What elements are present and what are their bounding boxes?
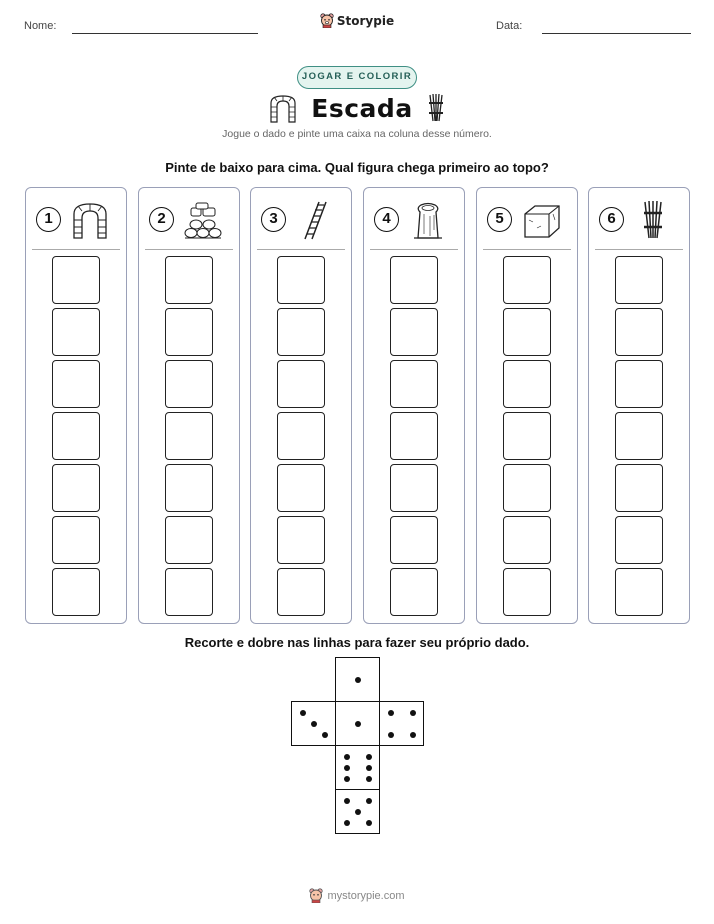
dice-face-5	[335, 789, 380, 834]
color-box[interactable]	[52, 412, 100, 460]
dice-pip	[366, 754, 372, 760]
color-box[interactable]	[390, 464, 438, 512]
column-number: 5	[487, 207, 512, 232]
dice-pip	[344, 765, 350, 771]
color-box[interactable]	[277, 308, 325, 356]
dice-face-1	[335, 657, 380, 702]
color-box[interactable]	[615, 464, 663, 512]
column-divider	[595, 249, 683, 250]
dice-pip	[344, 754, 350, 760]
color-box[interactable]	[165, 256, 213, 304]
footer-url: mystorypie.com	[327, 889, 405, 902]
color-box[interactable]	[277, 568, 325, 616]
dice-face-1	[335, 701, 380, 746]
dice-instruction: Recorte e dobre nas linhas para fazer seu próprio dado.	[184, 635, 530, 650]
dice-pip	[322, 732, 328, 738]
color-box[interactable]	[503, 464, 551, 512]
color-box[interactable]	[390, 256, 438, 304]
column-number: 4	[374, 207, 399, 232]
dice-pip	[388, 710, 394, 716]
color-box[interactable]	[277, 360, 325, 408]
dice-pip	[300, 710, 306, 716]
dice-pip	[410, 732, 416, 738]
dice-pip	[355, 677, 361, 683]
column-header	[477, 198, 577, 242]
column-number: 1	[36, 207, 61, 232]
footer	[0, 888, 714, 906]
color-box[interactable]	[615, 256, 663, 304]
stone-pile-icon	[183, 200, 223, 240]
color-box[interactable]	[503, 256, 551, 304]
activity-badge: JOGAR E COLORIR	[297, 66, 417, 89]
column-divider	[32, 249, 120, 250]
column-divider	[370, 249, 458, 250]
column-divider	[257, 249, 345, 250]
column-6	[588, 187, 690, 624]
date-line	[542, 33, 691, 34]
color-box[interactable]	[615, 412, 663, 460]
tree-stump-icon	[408, 200, 448, 240]
color-box[interactable]	[52, 360, 100, 408]
color-box[interactable]	[503, 568, 551, 616]
column-header	[139, 198, 239, 242]
bear-mascot-icon	[320, 13, 334, 28]
column-1	[25, 187, 127, 624]
color-box[interactable]	[503, 308, 551, 356]
dice-pip	[366, 765, 372, 771]
color-box[interactable]	[165, 412, 213, 460]
color-box[interactable]	[615, 568, 663, 616]
column-header	[589, 198, 689, 242]
dice-pip	[311, 721, 317, 727]
column-header	[26, 198, 126, 242]
color-box[interactable]	[52, 516, 100, 564]
color-box[interactable]	[165, 516, 213, 564]
column-number: 6	[599, 207, 624, 232]
color-box[interactable]	[277, 516, 325, 564]
column-4	[363, 187, 465, 624]
page-title: Escada	[311, 93, 413, 123]
stone-arch-icon	[269, 93, 297, 123]
column-5	[476, 187, 578, 624]
dice-face-4	[379, 701, 424, 746]
color-box[interactable]	[165, 308, 213, 356]
date-label: Data:	[496, 20, 523, 32]
bundle-of-sticks-icon	[633, 200, 673, 240]
color-box[interactable]	[503, 412, 551, 460]
instruction: Pinte de baixo para cima. Qual figura chega primeiro ao topo?	[165, 160, 549, 175]
color-box[interactable]	[277, 256, 325, 304]
color-box[interactable]	[503, 360, 551, 408]
color-box[interactable]	[390, 360, 438, 408]
title-row	[0, 93, 714, 123]
dice-pip	[344, 820, 350, 826]
ladder-icon	[295, 200, 335, 240]
dice-pip	[344, 798, 350, 804]
dice-face-6	[335, 745, 380, 790]
brand-name: Storypie	[336, 13, 395, 28]
dice-pip	[410, 710, 416, 716]
column-2	[138, 187, 240, 624]
dice-pip	[366, 776, 372, 782]
dice-pip	[344, 776, 350, 782]
color-box[interactable]	[52, 308, 100, 356]
color-box[interactable]	[52, 256, 100, 304]
dice-face-3	[291, 701, 336, 746]
color-box[interactable]	[390, 516, 438, 564]
dice-pip	[388, 732, 394, 738]
color-box[interactable]	[165, 568, 213, 616]
bundle-of-sticks-icon	[427, 93, 445, 123]
color-box[interactable]	[390, 308, 438, 356]
name-label: Nome:	[24, 20, 57, 32]
column-divider	[145, 249, 233, 250]
column-header	[364, 198, 464, 242]
color-box[interactable]	[615, 308, 663, 356]
color-box[interactable]	[165, 360, 213, 408]
color-box[interactable]	[277, 412, 325, 460]
color-box[interactable]	[503, 516, 551, 564]
dice-pip	[366, 820, 372, 826]
color-box[interactable]	[52, 464, 100, 512]
color-box[interactable]	[277, 464, 325, 512]
color-box[interactable]	[52, 568, 100, 616]
color-box[interactable]	[390, 412, 438, 460]
bear-mascot-icon	[309, 888, 323, 903]
column-number: 2	[149, 207, 174, 232]
color-box[interactable]	[615, 360, 663, 408]
column-divider	[483, 249, 571, 250]
color-box[interactable]	[165, 464, 213, 512]
column-header	[251, 198, 351, 242]
name-line	[72, 33, 258, 34]
column-number: 3	[261, 207, 286, 232]
dice-pip	[355, 809, 361, 815]
dice-pip	[355, 721, 361, 727]
brand-logo	[0, 13, 714, 33]
dice-pip	[366, 798, 372, 804]
color-box[interactable]	[390, 568, 438, 616]
subtitle: Jogue o dado e pinte uma caixa na coluna desse número.	[222, 128, 492, 140]
stone-arch-icon	[70, 200, 110, 240]
color-box[interactable]	[615, 516, 663, 564]
column-3	[250, 187, 352, 624]
stone-block-icon	[521, 200, 561, 240]
